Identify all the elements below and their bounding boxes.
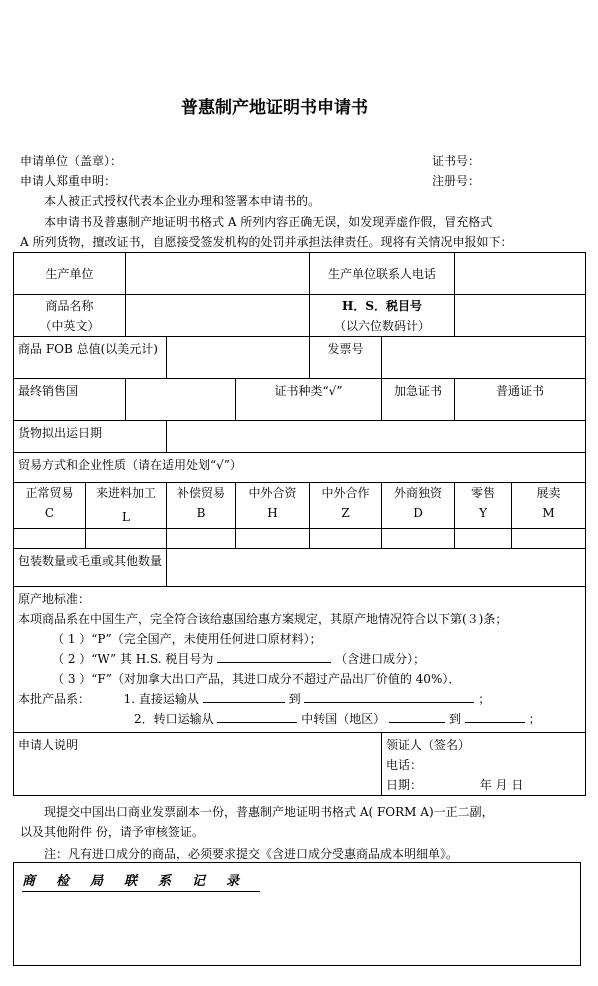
shipping-direct-row: 本批产品系： 1. 直接运输从 到 ； (18, 689, 581, 709)
producer-field[interactable] (126, 253, 310, 295)
applicant-unit-label: 申请单位（盖章）： (20, 154, 123, 168)
trade-type-cooperative: 中外合作 Z (310, 483, 382, 529)
producer-label: 生产单位 (14, 253, 126, 295)
goods-name-label (14, 295, 126, 337)
declaration-para-2-line-2: A 所列货物，擅改证书，自愿接受签发机构的处罚并承担法律责任。现将有关情况申报如下： (20, 235, 513, 249)
declaration-label: 申请人郑重申明： (20, 174, 117, 188)
producer-contact-label: 生产单位联系人电话 (310, 253, 455, 295)
trade-type-retail: 零售 Y (455, 483, 512, 529)
declaration-para-1: 本人被正式授权代表本企业办理和签署本申请书的。 (44, 194, 321, 208)
applicant-note-cell[interactable] (14, 733, 382, 796)
direct-from-blank[interactable] (203, 689, 285, 703)
footer-line-1: 现提交中国出口商业发票副本一份，普惠制产地证明书格式 A( FORM A)一正二副， (44, 805, 494, 819)
producer-contact-field[interactable] (455, 253, 586, 295)
trade-check-b[interactable] (167, 529, 236, 549)
transit-country-blank[interactable] (389, 709, 445, 723)
hs-code-blank[interactable] (217, 649, 331, 663)
trade-type-processing: 来进料加工 L (86, 483, 167, 529)
trade-check-l[interactable] (86, 529, 167, 549)
trade-check-d[interactable] (382, 529, 455, 549)
final-country-label: 最终销售国 (14, 379, 126, 421)
fob-label: 商品 FOB 总值(以美元计) (14, 337, 167, 379)
invoice-no-field[interactable] (382, 337, 586, 379)
transit-from-blank[interactable] (217, 709, 297, 723)
trade-mode-label: 贸易方式和企业性质（请在适用处划“√”） (14, 453, 586, 483)
origin-label: 原产地标准： (18, 592, 91, 606)
urgent-cert-option[interactable]: 加急证书 (382, 379, 455, 421)
trade-check-y[interactable] (455, 529, 512, 549)
cert-type-label: 证书种类“√” (236, 379, 382, 421)
ciq-contact-record-box[interactable] (13, 862, 581, 966)
transit-to-blank[interactable] (465, 709, 525, 723)
fob-field[interactable] (167, 337, 310, 379)
invoice-no-label: 发票号 (310, 337, 382, 379)
origin-criteria-cell (14, 587, 586, 733)
receiver-label: 领证人（签名） (386, 738, 471, 752)
trade-type-exhibition: 展卖 M (512, 483, 586, 529)
ciq-contact-title: 商检局联系记录 (22, 873, 260, 892)
packing-field[interactable] (167, 549, 586, 587)
footer-note: 注：凡有进口成分的商品，必须要求提交《含进口成分受惠商品成本明细单》。 (44, 847, 459, 861)
direct-to-blank[interactable] (304, 689, 474, 703)
declaration-para-2-line-1: 本申请书及普惠制产地证明书格式 A 所列内容正确无误，如发现弄虚作假，冒充格式 (44, 215, 493, 229)
hs-code-field[interactable] (455, 295, 586, 337)
cert-no-label: 证书号： (432, 154, 481, 168)
hs-code-label (310, 295, 455, 337)
trade-check-m[interactable] (512, 529, 586, 549)
origin-line-1: 本项商品系在中国生产，完全符合该给惠国给惠方案规定，其原产地情况符合以下第(３)条； (18, 612, 508, 626)
hs-code-text: H．S．税目号 (342, 298, 423, 313)
receiver-cell (382, 733, 586, 796)
origin-option-w: （ 2 ）“W” 其 H.S. 税目号为 （含进口成分）； (18, 649, 581, 669)
ship-date-label: 货物拟出运日期 (14, 421, 167, 453)
phone-label: 电话： (386, 758, 423, 772)
date-row: 日期： 年 月 日 (386, 778, 524, 792)
application-form-table (13, 252, 586, 796)
applicant-note-label: 申请人说明 (18, 738, 79, 752)
footer-line-2: 以及其他附件 份，请予审核签证。 (20, 825, 204, 839)
goods-name-sub: （中英文） (39, 318, 100, 333)
final-country-field[interactable] (126, 379, 236, 421)
origin-option-f: （ 3 ）“F”（对加拿大出口产品，其进口成分不超过产品出厂价值的 40%）． (52, 672, 461, 686)
trade-type-normal: 正常贸易 C (14, 483, 86, 529)
goods-name-text: 商品名称 (45, 298, 94, 313)
goods-name-field[interactable] (126, 295, 310, 337)
page-title: 普惠制产地证明书申请书 (181, 98, 368, 118)
ship-date-field[interactable] (167, 421, 586, 453)
trade-check-h[interactable] (236, 529, 310, 549)
trade-check-z[interactable] (310, 529, 382, 549)
reg-no-label: 注册号： (432, 174, 481, 188)
trade-check-c[interactable] (14, 529, 86, 549)
trade-type-compensation: 补偿贸易 B (167, 483, 236, 529)
shipping-transit-row: 2．转口运输从 中转国（地区） 到 ； (18, 709, 581, 729)
packing-label: 包装数量或毛重或其他数量 (14, 549, 167, 587)
trade-type-foreign-owned: 外商独资 D (382, 483, 455, 529)
origin-option-p: （ 1 ）“P”（完全国产，未使用任何进口原材料）； (52, 632, 322, 646)
hs-code-sub: （以六位数码计） (334, 318, 431, 333)
normal-cert-option[interactable]: 普通证书 (455, 379, 586, 421)
trade-type-joint-venture: 中外合资 H (236, 483, 310, 529)
